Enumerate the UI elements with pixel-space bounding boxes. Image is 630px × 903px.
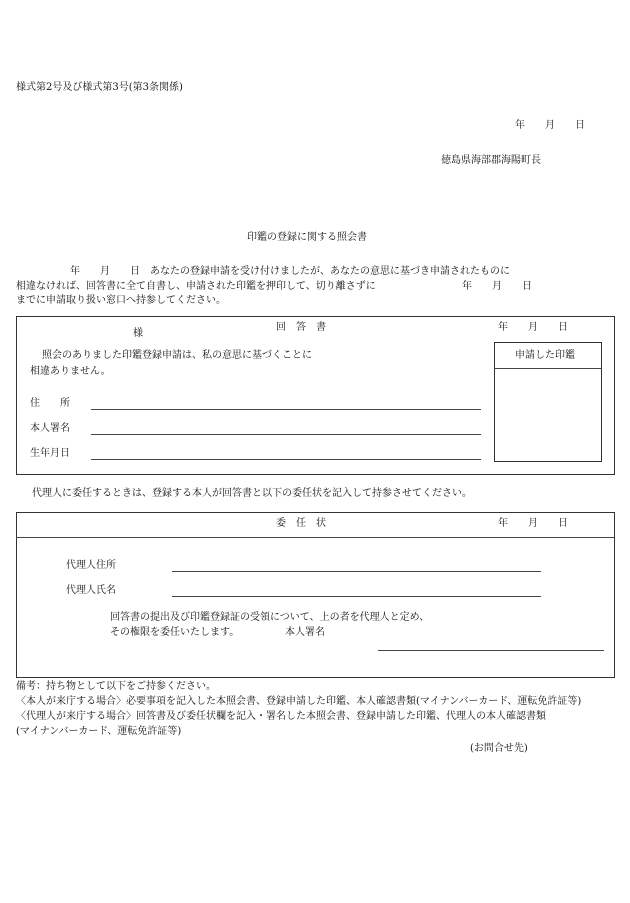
proxy-date: 年 月 日 [498, 518, 568, 529]
remarks-line-3: 〈代理人が来庁する場合〉回答書及び委任状欄を記入・署名した本照会書、登録申請した印鑑、代理人の本人確認書類 [16, 711, 546, 722]
proxy-signature-label: 本人署名 [285, 627, 325, 638]
reply-heading: 回 答 書 [276, 322, 326, 333]
intro-line-1: 年 月 日 あなたの登録申請を受け付けましたが、あなたの意思に基づき申請されたものに [70, 266, 510, 277]
proxy-name-field[interactable] [172, 596, 541, 597]
birth-date-label: 生年月日 [30, 448, 70, 459]
remarks-line-1: 備考：持ち物として以下をご持参ください。 [16, 681, 216, 692]
birth-date-field[interactable] [91, 459, 481, 460]
address-field[interactable] [91, 409, 481, 410]
seal-box-divider [494, 368, 602, 369]
proxy-name-label: 代理人氏名 [66, 585, 116, 596]
proxy-note: 代理人に委任するときは、登録する本人が回答書と以下の委任状を記入して持参させてください。 [32, 488, 472, 499]
remarks-line-4: (マイナンバーカード、運転免許証等) [16, 726, 182, 737]
header-date: 年 月 日 [515, 120, 585, 131]
intro-line-3: までに申請取り扱い窓口へ持参してください。 [16, 295, 226, 306]
signature-label: 本人署名 [30, 423, 70, 434]
form-number: 様式第2号及び様式第3号(第3条関係) [16, 82, 183, 93]
intro-deadline-date: 年 月 日 [462, 281, 532, 292]
reply-statement-1: 照会のありました印鑑登録申請は、私の意思に基づくことに [42, 350, 312, 361]
page-title: 印鑑の登録に関する照会書 [247, 232, 367, 243]
proxy-header-divider [16, 537, 615, 538]
address-label: 住 所 [30, 398, 70, 409]
proxy-signature-field[interactable] [378, 650, 604, 651]
reply-date: 年 月 日 [498, 322, 568, 333]
reply-statement-2: 相違ありません。 [30, 366, 111, 377]
issuer: 徳島県海部郡海陽町長 [441, 155, 541, 166]
proxy-address-label: 代理人住所 [66, 560, 116, 571]
proxy-address-field[interactable] [172, 571, 541, 572]
reply-sama: 様 [133, 328, 143, 339]
signature-field[interactable] [91, 434, 481, 435]
intro-line-2: 相違なければ、回答書に全て自書し、申請された印鑑を押印して、切り離さずに [16, 281, 376, 292]
seal-label: 申請した印鑑 [515, 350, 575, 361]
remarks-line-2: 〈本人が来庁する場合〉必要事項を記入した本照会書、登録申請した印鑑、本人確認書類(マイナンバーカード、運転免許証等) [16, 696, 582, 707]
proxy-text-2: その権限を委任いたします。 [110, 627, 240, 638]
proxy-heading: 委 任 状 [276, 518, 326, 529]
contact-label: (お問合せ先) [470, 743, 528, 754]
proxy-text-1: 回答書の提出及び印鑑登録証の受領について、上の者を代理人と定め、 [110, 612, 430, 623]
